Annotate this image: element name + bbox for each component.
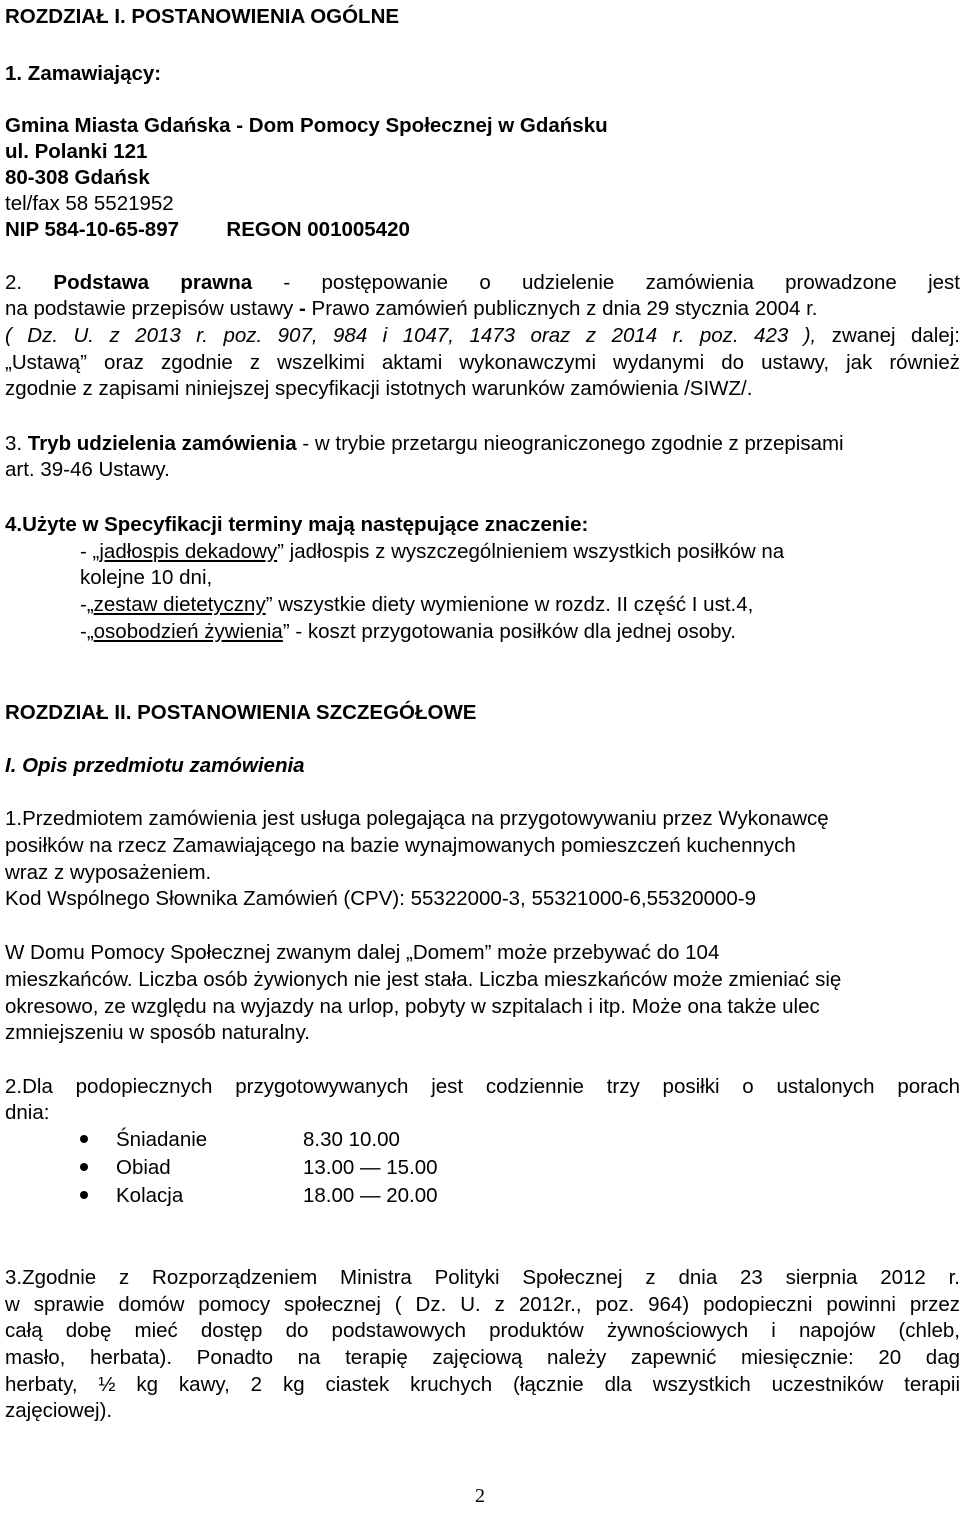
subject-line-1: 1.Przedmiotem zamówienia jest usługa polegająca na przygotowywaniu przez Wykonawcę [5, 807, 829, 830]
residents-line-1: W Domu Pomocy Społecznej zwanym dalej „Domem” może przebywać do 104 [5, 941, 720, 964]
legal-basis-citation: ( Dz. U. z 2013 r. poz. 907, 984 i 1047, 1473 oraz z 2014 r. poz. 423 ), [5, 324, 817, 347]
legal-basis-line-5: zgodnie z zapisami niniejszej specyfikacji istotnych warunków zamówienia /SIWZ/. [5, 377, 753, 400]
meals-line-2: dnia: [5, 1101, 50, 1124]
definition-2-text: ” wszystkie diety wymienione w rozdz. II część I ust.4, [265, 593, 754, 616]
procedure-heading: Tryb udzielenia zamówienia [27, 432, 297, 455]
definition-osobodzien [80, 619, 736, 644]
meal-name: Śniadanie [116, 1128, 208, 1151]
regulation-line-2: w sprawie domów pomocy społecznej ( Dz. U. z 2012r., poz. 964) podopieczni powinni przez [5, 1293, 960, 1316]
subject-line-3: wraz z wyposażeniem. [5, 861, 212, 884]
chapter-2-subtitle: I. Opis przedmiotu zamówienia [5, 754, 305, 777]
regulation-line-5: herbaty, ½ kg kawy, 2 kg ciastek kruchych (łącznie dla wszystkich uczestników terapii [5, 1373, 960, 1396]
residents-line-3: okresowo, ze względu na wyjazdy na urlop, pobyty w szpitalach i itp. Może ona także ulec [5, 995, 820, 1018]
regon-number: REGON 001005420 [226, 218, 410, 241]
meal-time: 18.00 — 20.00 [303, 1184, 438, 1207]
chapter-2-title: ROZDZIAŁ II. POSTANOWIENIA SZCZEGÓŁOWE [5, 701, 477, 724]
procedure-line-2: art. 39-46 Ustawy. [5, 458, 170, 481]
section-3-number: 3. [5, 432, 28, 455]
regulation-line-3: całą dobę mieć dostęp do podstawowych produktów żywnościowych i napojów (chleb, [5, 1319, 960, 1342]
subject-line-2: posiłków na rzecz Zamawiającego na bazie wynajmowanych pomieszczeń kuchennych [5, 834, 796, 857]
legal-basis-line-3 [5, 323, 960, 348]
contracting-authority-name: Gmina Miasta Gdańska - Dom Pomocy Społecznej w Gdańsku [5, 114, 608, 137]
definition-2-term: zestaw dietetyczny [93, 593, 266, 616]
meals-line-1: 2.Dla podopiecznych przygotowywanych jest codziennie trzy posiłki o ustalonych porach [5, 1075, 960, 1098]
contracting-authority-city: 80-308 Gdańsk [5, 166, 150, 189]
meal-time: 13.00 — 15.00 [303, 1156, 438, 1179]
regulation-line-1: 3.Zgodnie z Rozporządzeniem Ministra Polityki Społecznej z dnia 23 sierpnia 2012 r. [5, 1266, 960, 1289]
meal-time: 8.30 10.00 [303, 1128, 400, 1151]
contracting-authority-street: ul. Polanki 121 [5, 140, 148, 163]
nip-number: NIP 584-10-65-897 [5, 218, 179, 241]
regulation-line-6: zajęciowej). [5, 1399, 113, 1422]
definition-2-prefix: -„ [80, 593, 94, 616]
bullet-icon [80, 1135, 88, 1143]
contracting-authority-ids [5, 217, 410, 242]
legal-basis-text-1: - postępowanie o udzielenie zamówienia prowadzone jest [252, 271, 960, 294]
definition-3-prefix: -„ [80, 620, 94, 643]
legal-basis-text-2c: Prawo zamówień publicznych z dnia 29 stycznia 2004 r. [305, 297, 818, 320]
definition-1-term: jadłospis dekadowy [99, 540, 278, 563]
legal-basis-line-2 [5, 296, 817, 321]
bullet-icon [80, 1163, 88, 1171]
definition-jadlospis-cont: kolejne 10 dni, [80, 566, 213, 589]
legal-basis-text-3: zwanej dalej: [816, 324, 960, 347]
cpv-code-line: Kod Wspólnego Słownika Zamówień (CPV): 55322000-3, 55321000-6,55320000-9 [5, 887, 757, 910]
meal-name: Kolacja [116, 1184, 184, 1207]
residents-line-2: mieszkańców. Liczba osób żywionych nie jest stała. Liczba mieszkańców może zmieniać się [5, 968, 842, 991]
chapter-1-title: ROZDZIAŁ I. POSTANOWIENIA OGÓLNE [5, 5, 400, 28]
definition-1-prefix: - „ [80, 540, 100, 563]
residents-line-4: zmniejszeniu w sposób naturalny. [5, 1021, 310, 1044]
section-2-number: 2. [5, 271, 54, 294]
procedure-line-1 [5, 431, 844, 456]
legal-basis-line-1 [5, 270, 960, 295]
legal-basis-text-2a: na podstawie przepisów ustawy [5, 297, 299, 320]
contracting-authority-phone: tel/fax 58 5521952 [5, 192, 174, 215]
legal-basis-dash: - [299, 297, 306, 320]
definition-zestaw [80, 592, 753, 617]
definition-1-text: ” jadłospis z wyszczególnieniem wszystkich posiłków na [277, 540, 785, 563]
bullet-icon [80, 1191, 88, 1199]
definition-3-text: ” - koszt przygotowania posiłków dla jednej osoby. [282, 620, 736, 643]
legal-basis-heading: Podstawa prawna [53, 271, 253, 294]
definition-3-term: osobodzień żywienia [93, 620, 283, 643]
section-1-heading: 1. Zamawiający: [5, 62, 162, 85]
page-number: 2 [475, 1485, 485, 1507]
legal-basis-line-4: „Ustawą” oraz zgodnie z wszelkimi aktami wykonawczymi wydanymi do ustawy, jak również [5, 351, 960, 374]
regulation-line-4: masło, herbata). Ponadto na terapię zajęciową należy zapewnić miesięcznie: 20 dag [5, 1346, 960, 1369]
procedure-text-1: - w trybie przetargu nieograniczonego zgodnie z przepisami [296, 432, 844, 455]
meal-name: Obiad [116, 1156, 171, 1179]
definitions-heading: 4.Użyte w Specyfikacji terminy mają następujące znaczenie: [5, 513, 589, 536]
definition-jadlospis [80, 539, 784, 564]
